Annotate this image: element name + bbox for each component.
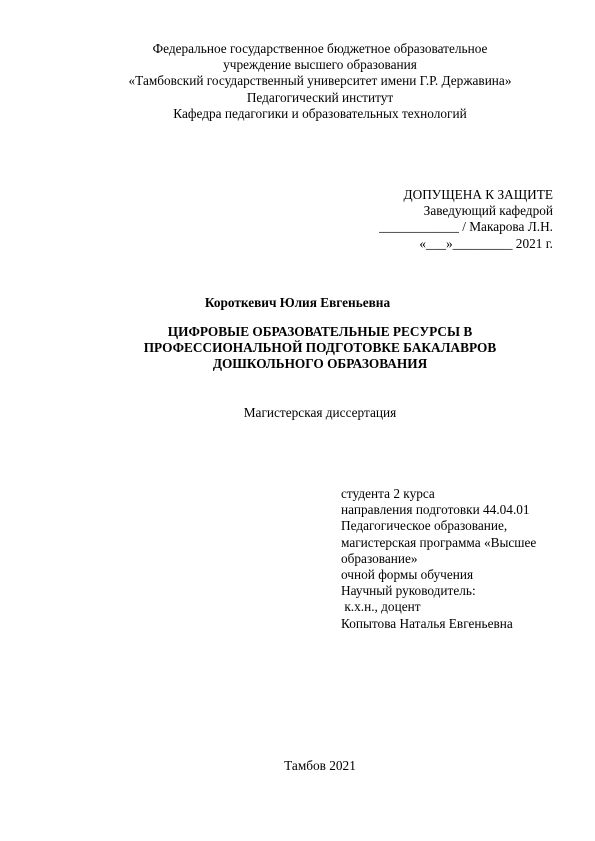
institution-header — [60, 41, 580, 122]
header-line: учреждение высшего образования — [223, 57, 417, 73]
title-line: ПРОФЕССИОНАЛЬНОЙ ПОДГОТОВКЕ БАКАЛАВРОВ — [143, 340, 497, 355]
header-line: Кафедра педагогики и образовательных технологий — [173, 105, 467, 121]
title-line: ЦИФРОВЫЕ ОБРАЗОВАТЕЛЬНЫЕ РЕСУРСЫ В — [167, 324, 473, 339]
work-type: Магистерская диссертация — [243, 405, 397, 420]
student-line: Научный руководитель: — [341, 583, 476, 599]
student-line: очной формы обучения — [341, 566, 474, 582]
city-year: Тамбов 2021 — [284, 758, 356, 773]
student-line: студента 2 курса — [341, 486, 435, 501]
header-line: Федеральное государственное бюджетное образовательное — [152, 41, 488, 56]
student-line: направления подготовки 44.04.01 — [341, 502, 530, 518]
approval-line: Заведующий кафедрой — [423, 203, 553, 219]
student-line: Копытова Наталья Евгеньевна — [341, 615, 513, 631]
approval-line: «___»_________ 2021 г. — [419, 235, 553, 251]
student-line: магистерская программа «Высшее — [341, 534, 537, 550]
author-name: Короткевич Юлия Евгеньевна — [204, 295, 391, 310]
header-line: Педагогический институт — [246, 89, 394, 105]
approval-line: ____________ / Макарова Л.Н. — [379, 219, 553, 235]
approval-block — [293, 187, 553, 252]
approval-line: ДОПУЩЕНА К ЗАЩИТЕ — [403, 187, 553, 202]
student-line: образование» — [341, 550, 418, 566]
header-line: «Тамбовский государственный университет имени Г.Р. Державина» — [128, 73, 512, 89]
student-line: к.х.н., доцент — [341, 599, 421, 615]
thesis-title — [60, 324, 580, 372]
student-info-block — [341, 486, 571, 632]
title-line: ДОШКОЛЬНОГО ОБРАЗОВАНИЯ — [212, 356, 428, 371]
student-line: Педагогическое образование, — [341, 518, 508, 534]
